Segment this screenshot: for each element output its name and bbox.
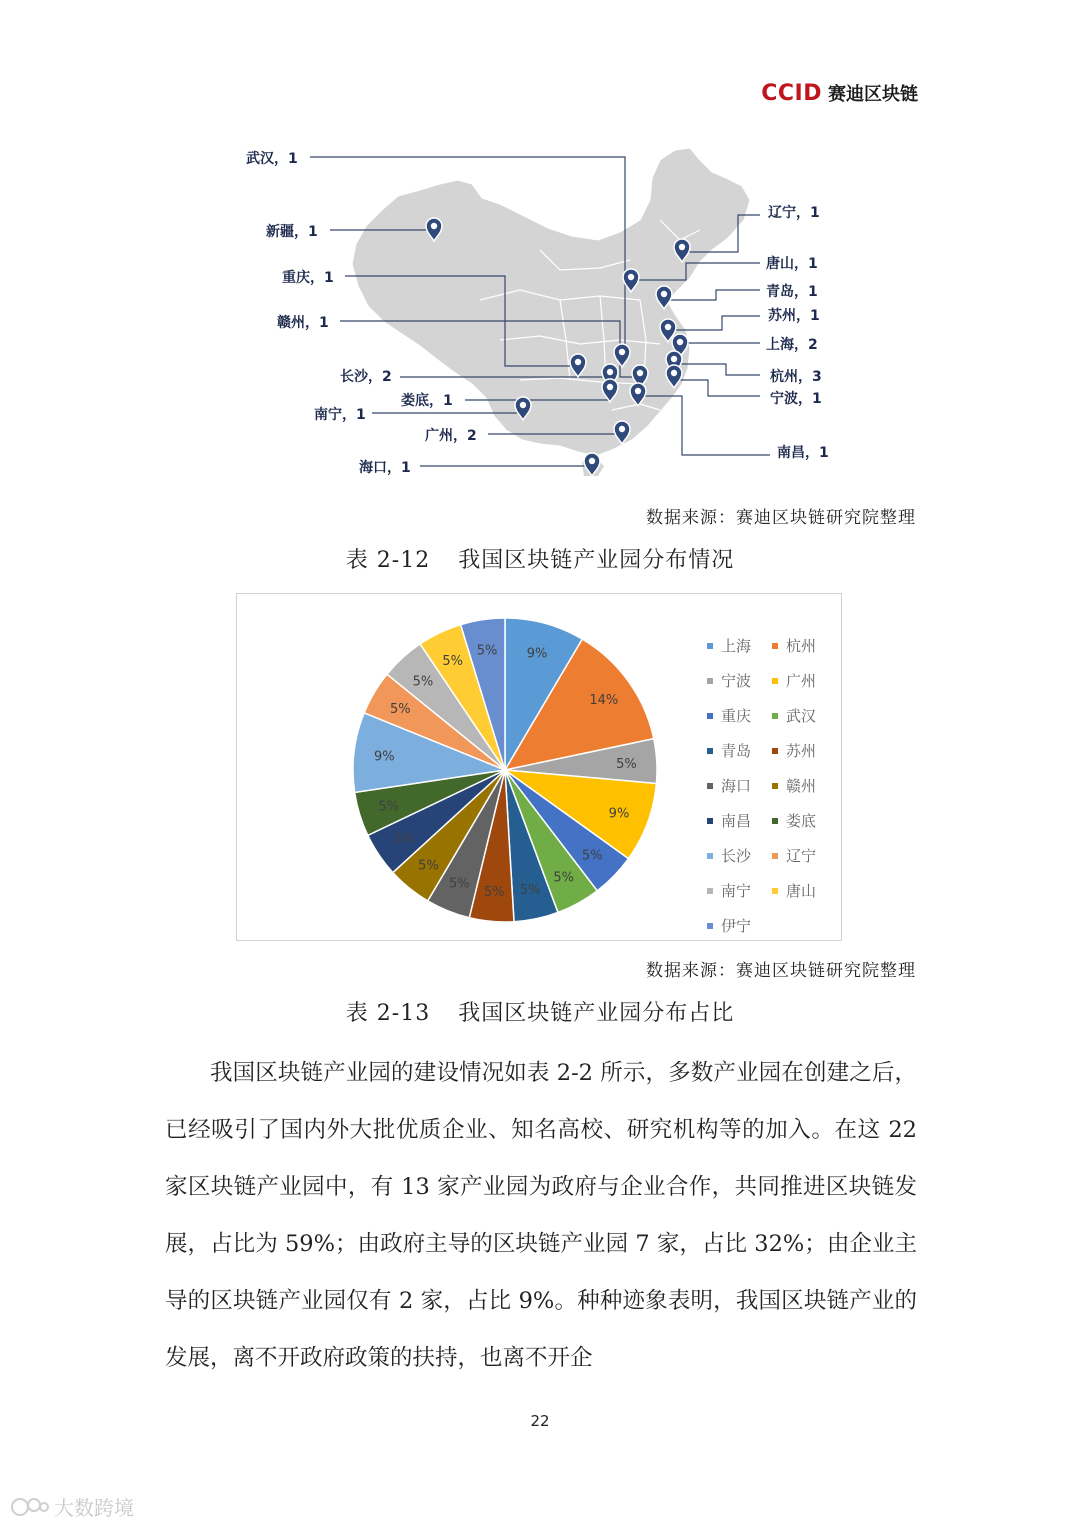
pie-legend-label: 伊宁: [721, 917, 752, 935]
pie-legend-label: 南宁: [721, 882, 752, 900]
pie-legend-label: 唐山: [786, 882, 817, 900]
pie-legend-item: [707, 915, 775, 936]
pie-caption: [0, 996, 1080, 1027]
map-source-note: 数据来源：赛迪区块链研究院整理: [646, 508, 916, 528]
pie-legend-label: 重庆: [721, 707, 752, 725]
map-label-guangzhou: 广州，2: [425, 428, 477, 444]
pie-chart: [237, 594, 707, 940]
map-label-nanchang: 南昌，1: [777, 445, 829, 461]
map-label-liaoning: 辽宁，1: [768, 205, 820, 221]
legend-swatch-icon: [707, 923, 713, 929]
pie-data-label-11: 5%: [378, 799, 400, 815]
pie-caption-number: 表 2-13: [345, 1001, 431, 1026]
pie-legend-label: 杭州: [786, 637, 817, 655]
map-label-ganzhou: 赣州，1: [277, 315, 329, 331]
map-label-hangzhou: 杭州，3: [770, 369, 822, 385]
legend-swatch-icon: [772, 888, 778, 894]
map-label-wuhan: 武汉，1: [246, 151, 298, 167]
pie-legend-row: [707, 908, 837, 943]
watermark: [10, 1492, 134, 1521]
map-label-suzhou: 苏州，1: [768, 308, 820, 324]
body-paragraph: [165, 1045, 917, 1387]
legend-swatch-icon: [772, 783, 778, 789]
pie-legend-item: [772, 635, 837, 656]
pie-legend-item: [707, 740, 772, 761]
map-label-xinjiang: 新疆，1: [266, 224, 318, 240]
pie-legend-row: [707, 628, 837, 663]
map-label-chongqing: 重庆，1: [282, 270, 334, 286]
pie-legend-label: 武汉: [786, 707, 817, 725]
map-label-ningbo: 宁波，1: [770, 391, 822, 407]
body-paragraph-text: 我国区块链产业园的建设情况如表 2-2 所示，多数产业园在创建之后，已经吸引了国内外大批优质企业、知名高校、研究机构等的加入。在这 22 家区块链产业园中，有 13 家产业园为政府与企业合作，共同推进区块链发展，占比为 59%；由政府主导的区块链产业园 7 家，占比 32%；由企业主导的区块链产业园仅有 2 家，占比 9%。种种迹象表明，我国区块链产业的发展，离不开政府政策的扶持，也离不开企: [165, 1060, 917, 1371]
pie-legend-item: [772, 740, 837, 761]
pie-legend-item: [772, 775, 837, 796]
legend-swatch-icon: [772, 713, 778, 719]
pie-data-label-3: 9%: [608, 806, 630, 822]
legend-swatch-icon: [772, 678, 778, 684]
page-header: [761, 80, 918, 106]
legend-swatch-icon: [707, 748, 713, 754]
pie-legend-label: 苏州: [786, 742, 817, 760]
pie-data-label-15: 5%: [442, 654, 464, 670]
map-label-haikou: 海口，1: [359, 460, 411, 476]
china-park-map: [230, 140, 850, 490]
map-label-tangshan: 唐山，1: [766, 256, 818, 272]
pie-legend-item: [707, 670, 772, 691]
watermark-text: 大数跨境: [54, 1496, 134, 1520]
pie-legend-label: 上海: [721, 637, 752, 655]
legend-swatch-icon: [772, 818, 778, 824]
map-label-shanghai: 上海，2: [766, 337, 818, 353]
pie-legend-label: 南昌: [721, 812, 752, 830]
legend-swatch-icon: [707, 783, 713, 789]
map-label-changsha: 长沙，2: [340, 369, 392, 385]
pie-chart-frame: [236, 593, 842, 941]
pie-legend-item: [707, 810, 772, 831]
pie-legend-item: [707, 880, 772, 901]
pie-legend-label: 海口: [721, 777, 752, 795]
pie-data-label-10: 5%: [393, 831, 415, 847]
header-brand-cn: 赛迪区块链: [828, 84, 918, 105]
pie-legend-label: 娄底: [786, 812, 817, 830]
legend-swatch-icon: [772, 853, 778, 859]
pie-data-label-1: 14%: [589, 693, 619, 709]
pie-legend-label: 广州: [786, 672, 817, 690]
page-number: 22: [530, 1412, 550, 1430]
pie-legend-item: [707, 775, 772, 796]
pie-legend-row: [707, 663, 837, 698]
pie-legend-label: 辽宁: [786, 847, 817, 865]
pie-legend-row: [707, 873, 837, 908]
legend-swatch-icon: [707, 678, 713, 684]
pie-legend-item: [772, 880, 837, 901]
pie-data-label-0: 9%: [526, 646, 548, 662]
pie-legend-item: [707, 845, 772, 866]
legend-swatch-icon: [772, 643, 778, 649]
legend-swatch-icon: [772, 748, 778, 754]
legend-swatch-icon: [707, 713, 713, 719]
pie-data-label-13: 5%: [389, 702, 411, 718]
pie-legend-row: [707, 803, 837, 838]
pie-legend-item: [707, 705, 772, 726]
legend-swatch-icon: [707, 888, 713, 894]
ccid-logo-text: CCID: [761, 81, 822, 106]
map-label-qingdao: 青岛，1: [766, 284, 818, 300]
pie-legend-row: [707, 698, 837, 733]
pie-data-label-14: 5%: [412, 674, 434, 690]
pie-legend-row: [707, 733, 837, 768]
pie-legend-label: 青岛: [721, 742, 752, 760]
watermark-logo-icon: [10, 1495, 50, 1519]
map-label-nanning: 南宁，1: [314, 407, 366, 423]
pie-legend-item: [707, 635, 772, 656]
pie-legend-row: [707, 838, 837, 873]
pie-data-label-12: 9%: [373, 749, 395, 765]
pie-legend-item: [772, 670, 837, 691]
pie-data-label-7: 5%: [483, 885, 505, 901]
pie-legend-label: 长沙: [721, 847, 752, 865]
pie-data-label-5: 5%: [553, 870, 575, 886]
pie-data-label-6: 5%: [519, 882, 541, 898]
pie-data-label-8: 5%: [448, 876, 470, 892]
map-caption: [0, 543, 1080, 574]
map-caption-number: 表 2-12: [345, 548, 431, 573]
pie-data-label-4: 5%: [581, 848, 603, 864]
map-caption-text: 我国区块链产业园分布情况: [458, 548, 735, 573]
legend-swatch-icon: [707, 818, 713, 824]
legend-swatch-icon: [707, 853, 713, 859]
pie-source-note: 数据来源：赛迪区块链研究院整理: [646, 961, 916, 981]
pie-legend: [707, 628, 837, 943]
pie-legend-label: 赣州: [786, 777, 817, 795]
pie-caption-text: 我国区块链产业园分布占比: [458, 1001, 735, 1026]
pie-legend-label: 宁波: [721, 672, 752, 690]
legend-swatch-icon: [707, 643, 713, 649]
pie-data-label-2: 5%: [616, 756, 637, 772]
pie-data-label-16: 5%: [476, 643, 498, 659]
pie-legend-item: [772, 705, 837, 726]
pie-data-label-9: 5%: [418, 858, 439, 874]
pie-legend-item: [772, 845, 837, 866]
china-map-shape: [352, 148, 750, 456]
pie-legend-item: [772, 810, 837, 831]
pie-legend-row: [707, 768, 837, 803]
map-label-loudi: 娄底，1: [401, 393, 453, 409]
